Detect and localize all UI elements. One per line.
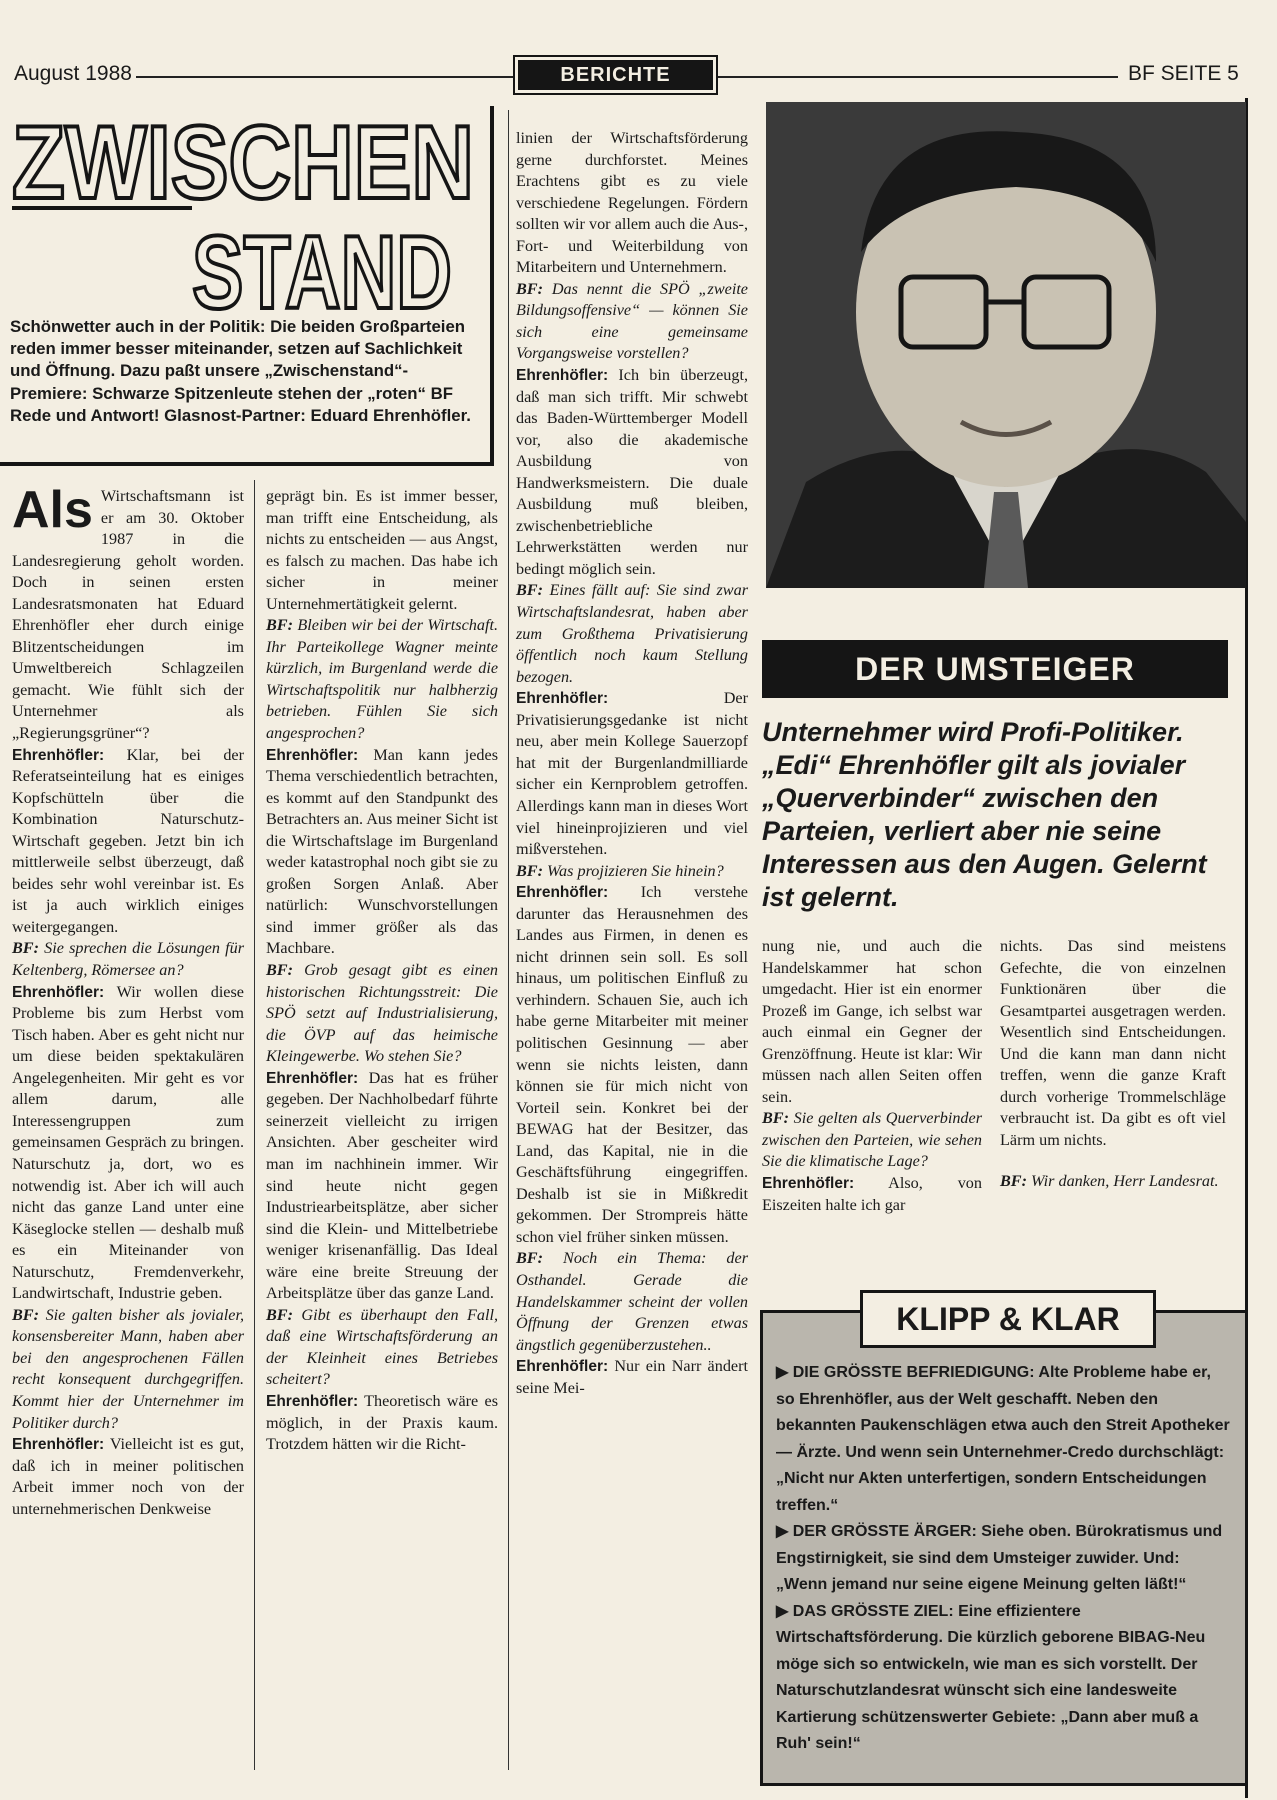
- article-paragraph: [516, 882, 748, 1248]
- article-paragraph: [266, 1305, 498, 1391]
- klipp-klar-title: KLIPP & KLAR: [860, 1290, 1156, 1348]
- paragraph-text: Das hat es früher gegeben. Der Nachholbedarf führte seinerzeit vielleicht zu irrigen Ansichten. Aber gescheiter wird man im nachhinein immer. Wir sind heute nicht gegen Industriearbeitsplätze, aber sicher sind die Klein- und Mittelbetriebe weniger krisenanfällig. Das Ideal wäre eine breite Streuung der Arbeitsplätze über das ganze Land.: [266, 1068, 498, 1303]
- klipp-klar-item: ▶ DAS GRÖSSTE ZIEL: Eine effizientere Wirtschaftsförderung. Die kürzlich geborene BIBAG-Neu möge sich so entwickeln, wie man es sich vorstellt. Der Naturschutzlandesrat wünscht sich eine landesweite Kartierung schützenswerter Gebiete: „Dann aber muß a Ruh' sein!“: [776, 1602, 1206, 1752]
- klipp-klar-item: ▶ DER GRÖSSTE ÄRGER: Siehe oben. Bürokratismus und Engstirnigkeit, sie sind dem Umsteiger zuwider. Und: „Wenn jemand nur seine eigene Meinung gelten läßt!“: [776, 1523, 1223, 1593]
- paragraph-text: Sie galten bisher als jovialer, konsensbereiter Mann, haben aber bei den angesprochenen Fällen recht konsequent durchgegriffen. Kommt hier der Unternehmer im Politiker durch?: [12, 1305, 244, 1432]
- article-paragraph: [516, 1356, 748, 1399]
- paragraph-text: Wirtschaftsmann ist er am 30. Oktober 1987 in die Landesregierung geholt worden. Doch in seinen ersten Landesratsmonaten hat Eduard Ehrenhöfler eher durch einige Blitzentscheidungen im Umweltbereich Schlagzeilen gemacht. Wie fühlt sich der Unternehmer als „Regierungsgrüner“?: [12, 487, 244, 743]
- speaker-label: Ehrenhöfler:: [516, 690, 609, 708]
- paragraph-text: Klar, bei der Referatseinteilung hat es einiges Kopfschütteln über die Kombination Naturschutz-Wirtschaft gegeben. Jetzt bin ich mittlerweile selbst überzeugt, daß beides sehr wohl vereinbar ist. Es ist ja auch wirklich einiges weitergegangen.: [12, 745, 245, 936]
- paragraph-text: Ich bin überzeugt, daß man sich trifft. Mir schwebt das Baden-Württemberger Modell vor, also die akademische Ausbildung von Handwerksmeistern. Die duale Ausbildung muß bleiben, zwischenbetriebliche Lehrwerkstätten werden nur bedingt möglich sein.: [516, 366, 749, 578]
- speaker-label: BF:: [516, 279, 543, 298]
- article-column-4: [762, 936, 982, 1216]
- article-paragraph: [1000, 1171, 1226, 1193]
- speaker-label: BF:: [12, 1305, 39, 1324]
- article-paragraph: [12, 938, 244, 981]
- article-paragraph: [266, 1068, 498, 1305]
- column-divider: [254, 480, 255, 1770]
- paragraph-text: Sie gelten als Querverbinder zwischen den Parteien, wie sehen Sie die klimatische Lage?: [762, 1109, 983, 1171]
- speaker-label: Ehrenhöfler:: [12, 746, 105, 764]
- speaker-label: Ehrenhöfler:: [266, 746, 359, 764]
- speaker-label: Ehrenhöfler:: [516, 884, 609, 902]
- speaker-label: Ehrenhöfler:: [266, 1069, 359, 1087]
- paragraph-text: Vielleicht ist es gut, daß ich in meiner politischen Arbeit immer noch von der unternehmerischen Denkweise: [12, 1435, 244, 1518]
- article-paragraph: [266, 486, 498, 615]
- paragraph-text: Das nennt die SPÖ „zweite Bildungsoffensive“ — können Sie sich eine gemeinsame Vorgangsweise vorstellen?: [516, 279, 748, 363]
- article-paragraph: [266, 745, 498, 960]
- portrait-illustration: [766, 102, 1246, 588]
- article-paragraph: [762, 1108, 982, 1173]
- article-paragraph: [12, 481, 244, 745]
- article-paragraph: [516, 365, 748, 580]
- title-line-1: ZWISCHEN: [12, 108, 474, 221]
- column-divider: [508, 110, 509, 1770]
- speaker-label: BF:: [516, 581, 543, 600]
- speaker-label: Ehrenhöfler:: [12, 983, 105, 1001]
- article-paragraph: [516, 688, 748, 860]
- paragraph-text: Grob gesagt gibt es einen historischen Richtungsstreit: Die SPÖ setzt auf Industrialisierung, die ÖVP auf das heimische Kleingewerbe. Wo stehen Sie?: [266, 961, 499, 1066]
- speaker-label: BF:: [266, 616, 293, 635]
- paragraph-text: linien der Wirtschaftsförderung gerne durchforstet. Meines Erachtens gibt es zu viele verschiedene Regelungen. Fördern sollten wir vor allem auch die Aus-, Fort- und Weiterbildung von Mitarbeitern und Unternehmern.: [516, 129, 748, 277]
- article-paragraph: [1000, 936, 1226, 1151]
- article-column-2: [266, 486, 498, 1456]
- paragraph-text: geprägt bin. Es ist immer besser, man trifft eine Entscheidung, als nichts zu entscheiden — aus Angst, es falsch zu machen. Das habe ich sicher in meiner Unternehmertätigkeit gelernt.: [266, 487, 498, 613]
- speaker-label: Ehrenhöfler:: [516, 1358, 609, 1376]
- section-rubric: BERICHTE: [518, 60, 713, 90]
- paragraph-text: Der Privatisierungsgedanke ist nicht neu, aber mein Kollege Sauerzopf hat mit der Burgenlandmilliarde sicher ein Kernproblem getroffen. Allerdings kann man in dieses Wort viel hineinprojizieren und viel mißverstehen.: [516, 689, 748, 859]
- photo-caption-bar: DER UMSTEIGER: [762, 640, 1228, 698]
- speaker-label: BF:: [516, 861, 543, 880]
- article-paragraph: [12, 982, 244, 1305]
- speaker-label: BF:: [1000, 1172, 1027, 1191]
- paragraph-text: Bleiben wir bei der Wirtschaft. Ihr Parteikollege Wagner meinte kürzlich, im Burgenland werde die Wirtschaftspolitik nur halbherzig betrieben. Fühlen Sie sich angesprochen?: [266, 616, 498, 743]
- article-paragraph: [12, 1434, 244, 1520]
- drop-cap: Als: [12, 481, 93, 539]
- paragraph-text: Eines fällt auf: Sie sind zwar Wirtschaftslandesrat, haben aber zum Großthema Privatisierung öffentlich noch kaum Stellung bezogen.: [516, 581, 748, 686]
- speaker-label: Ehrenhöfler:: [12, 1436, 105, 1454]
- paragraph-text: Man kann jedes Thema verschiedentlich betrachten, es kommt auf den Standpunkt des Betrachters an. Aus meiner Sicht ist die Wirtschaftslage im Burgenland weder katastrophal noch gibt sie zu großen Sorgen Anlaß. Aber natürlich: Wunschvorstellungen sind immer größer als das Machbare.: [266, 745, 499, 958]
- deck-text: Schönwetter auch in der Politik: Die beiden Großparteien reden immer besser miteinander, setzen auf Sachlichkeit und Öffnung. Dazu paßt unsere „Zwischenstand“-Premiere: Schwarze Spitzenleute stehen der „roten“ BF Rede und Antwort! Glasnost-Partner: Eduard Ehrenhöfler.: [10, 317, 471, 425]
- page-number: BF SEITE 5: [1128, 62, 1239, 85]
- paragraph-text: Noch ein Thema: der Osthandel. Gerade die Handelskammer scheint der vollen Öffnung der Grenzen etwas ängstlich gegenüberzustehen..: [516, 1249, 749, 1354]
- speaker-label: BF:: [516, 1249, 543, 1268]
- article-paragraph: [266, 615, 498, 744]
- header-rule-left: [136, 76, 514, 78]
- paragraph-text: nung nie, und auch die Handelskammer hat schon umgedacht. Hier ist ein enormer Prozeß im Gange, ich selbst war auch einmal ein Gegner der Grenzöffnung. Heute ist klar: Wir müssen nach allen Seiten offen sein.: [762, 937, 982, 1106]
- article-paragraph: [12, 745, 244, 939]
- speaker-label: Ehrenhöfler:: [516, 367, 609, 385]
- paragraph-text: Theoretisch wäre es möglich, in der Praxis kaum. Trotzdem hätten wir die Richt-: [266, 1391, 498, 1454]
- article-column-5: [1000, 936, 1226, 1193]
- paragraph-text: nichts. Das sind meistens Gefechte, die von einzelnen Funktionären über die Gesamtpartei ausgetragen werden. Wesentlich sind Entscheidungen. Und die kann man dann nicht treffen, wenn die ganze Kraft durch vorherige Trommelschläge verbraucht ist. Da gibt es oft viel Lärm um nichts.: [1000, 937, 1226, 1149]
- article-column-3: [516, 128, 748, 1399]
- paragraph-text: Sie sprechen die Lösungen für Keltenberg, Römersee an?: [12, 939, 245, 980]
- article-paragraph: [516, 580, 748, 688]
- portrait-photo: [766, 102, 1246, 588]
- article-paragraph: [516, 128, 748, 279]
- subheading: Unternehmer wird Profi-Politiker. „Edi“ Ehrenhöfler gilt als jovialer „Querverbinder“ zwischen den Parteien, verliert aber nie seine Interessen aus den Augen. Gelernt ist gelernt.: [762, 717, 1207, 912]
- article-paragraph: [516, 279, 748, 365]
- klipp-klar-text: [776, 1360, 1232, 1758]
- paragraph-text: Nur ein Narr ändert seine Mei-: [516, 1357, 748, 1397]
- speaker-label: BF:: [266, 961, 293, 980]
- speaker-label: BF:: [12, 939, 39, 958]
- article-paragraph: [762, 1173, 982, 1216]
- article-column-1: [12, 481, 245, 1520]
- article-paragraph: [516, 861, 748, 883]
- speaker-label: BF:: [762, 1109, 789, 1128]
- speaker-label: BF:: [266, 1305, 293, 1324]
- title-logo: [12, 108, 482, 323]
- paragraph-text: Also, von Eiszeiten halte ich gar: [762, 1174, 982, 1214]
- title-line-2: STAND: [192, 215, 452, 323]
- paragraph-text: Was projizieren Sie hinein?: [547, 861, 724, 880]
- header-rule-right: [718, 76, 1118, 78]
- article-paragraph: [516, 1248, 748, 1356]
- speaker-label: Ehrenhöfler:: [266, 1392, 359, 1410]
- article-paragraph: [762, 936, 982, 1108]
- paragraph-text: Wir wollen diese Probleme bis zum Herbst vom Tisch haben. Aber es geht nicht nur um diese beiden spektakulären Angelegenheiten. Mir geht es vor allem darum, alle Interessengruppen zum gemeinsamen Gespräch zu bringen. Naturschutz ja, dort, wo es notwendig ist. Aber ich will auch nicht das ganze Land unter eine Käseglocke stellen — deshalb muß es ein Miteinander von Naturschutz, Fremdenverkehr, Landwirtschaft, Industrie geben.: [12, 982, 244, 1303]
- klipp-klar-item: ▶ DIE GRÖSSTE BEFRIEDIGUNG: Alte Probleme habe er, so Ehrenhöfler, aus der Welt geschafft. Neben den bekannten Paukenschlägen etwa auch den Streit Apotheker — Ärzte. Und wenn sein Unternehmer-Credo durchschlägt: „Nicht nur Akten unterfertigen, sondern Entscheidungen treffen.“: [776, 1364, 1230, 1514]
- paragraph-text: Ich verstehe darunter das Herausnehmen des Landes aus Firmen, in denen es nicht drinnen sein soll. Es soll hinaus, um politischen Einfluß zu verhindern. Schauen Sie, auch ich habe gerne Mitarbeiter mit meiner politischen Gesinnung — aber wenn sie nichts leisten, dann können sie für mich nicht von Vorteil sein. Konkret bei der BEWAG hat der Besitzer, das Land, das Kapital, nie in die Geschäftsführung eingegriffen. Deshalb ist sie in Mißkredit gekommen. Der Strompreis hätte schon viel früher sinken müssen.: [516, 883, 748, 1246]
- article-paragraph: [266, 1391, 498, 1456]
- article-paragraph: [12, 1305, 244, 1434]
- article-paragraph: [266, 960, 498, 1068]
- paragraph-text: Wir danken, Herr Landesrat.: [1031, 1172, 1219, 1191]
- paragraph-text: Gibt es überhaupt den Fall, daß eine Wirtschaftsförderung an der Kleinheit eines Betriebes scheitert?: [266, 1305, 498, 1389]
- speaker-label: Ehrenhöfler:: [762, 1175, 855, 1193]
- issue-date: August 1988: [14, 62, 132, 85]
